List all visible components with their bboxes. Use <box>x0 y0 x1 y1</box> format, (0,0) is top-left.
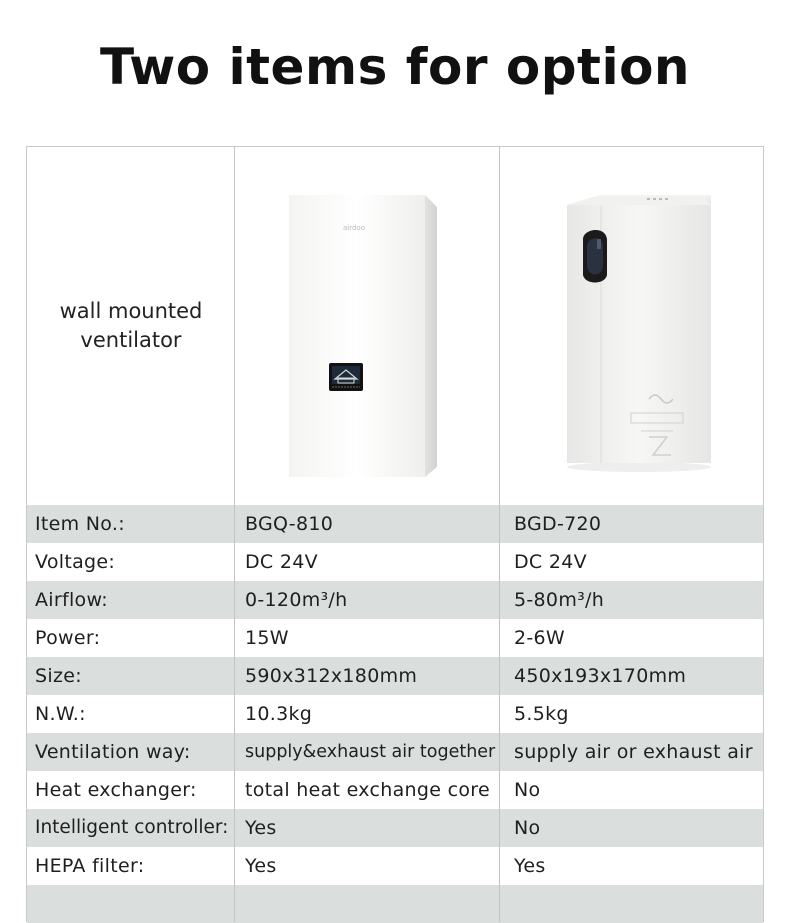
bgd-720-value: 2-6W <box>514 627 566 649</box>
table-footer-row <box>27 885 763 923</box>
table-row <box>27 771 763 809</box>
brand-logo: airdoo <box>343 224 365 232</box>
bgd-720-value: 450x193x170mm <box>514 665 687 687</box>
bgq-810-value: 10.3kg <box>245 703 313 725</box>
bgq-810-value: supply&exhaust air together <box>245 742 496 762</box>
bgq-810-value: total heat exchange core <box>245 779 490 801</box>
product-image-bgd-720 <box>563 193 715 475</box>
row-label: Airflow: <box>35 589 108 611</box>
bgq-810-value: DC 24V <box>245 551 318 573</box>
product-image-bgq-810 <box>283 187 443 479</box>
bgq-810-value: 0-120m³/h <box>245 589 348 611</box>
product-image-row <box>27 147 763 505</box>
bgq-810-value: Yes <box>245 817 277 839</box>
comparison-table <box>26 146 764 922</box>
row-label: N.W.: <box>35 703 86 725</box>
page-title: Two items for option <box>99 38 691 96</box>
row-label: Ventilation way: <box>35 741 191 763</box>
bgq-810-value: BGQ-810 <box>245 513 334 535</box>
bgq-810-value: 15W <box>245 627 289 649</box>
row-label: HEPA filter: <box>35 855 145 877</box>
bgd-720-value: DC 24V <box>514 551 587 573</box>
bgd-720-value: 5.5kg <box>514 703 569 725</box>
image-row-label-text: wall mounted ventilator <box>59 299 203 352</box>
row-label: Voltage: <box>35 551 116 573</box>
image-row-label <box>27 147 235 505</box>
bgd-720-value: No <box>514 779 541 801</box>
table-row <box>27 505 763 543</box>
column-divider-1 <box>234 147 235 922</box>
row-label: Size: <box>35 665 82 687</box>
table-row <box>27 657 763 695</box>
table-row <box>27 543 763 581</box>
row-label: Intelligent controller: <box>35 817 229 838</box>
row-label: Heat exchanger: <box>35 779 197 801</box>
table-row <box>27 695 763 733</box>
table-row <box>27 733 763 771</box>
table-row <box>27 619 763 657</box>
table-row <box>27 581 763 619</box>
table-row <box>27 847 763 885</box>
column-divider-2 <box>499 147 500 922</box>
bgd-720-value: supply air or exhaust air <box>514 741 753 763</box>
bgd-720-value: Yes <box>514 855 546 877</box>
bgd-720-value: 5-80m³/h <box>514 589 605 611</box>
table-row <box>27 809 763 847</box>
bgq-810-value: Yes <box>245 855 277 877</box>
bgd-720-value: BGD-720 <box>514 513 602 535</box>
row-label: Item No.: <box>35 513 125 535</box>
bgd-720-value: No <box>514 817 541 839</box>
row-label: Power: <box>35 627 101 649</box>
bgq-810-value: 590x312x180mm <box>245 665 418 687</box>
